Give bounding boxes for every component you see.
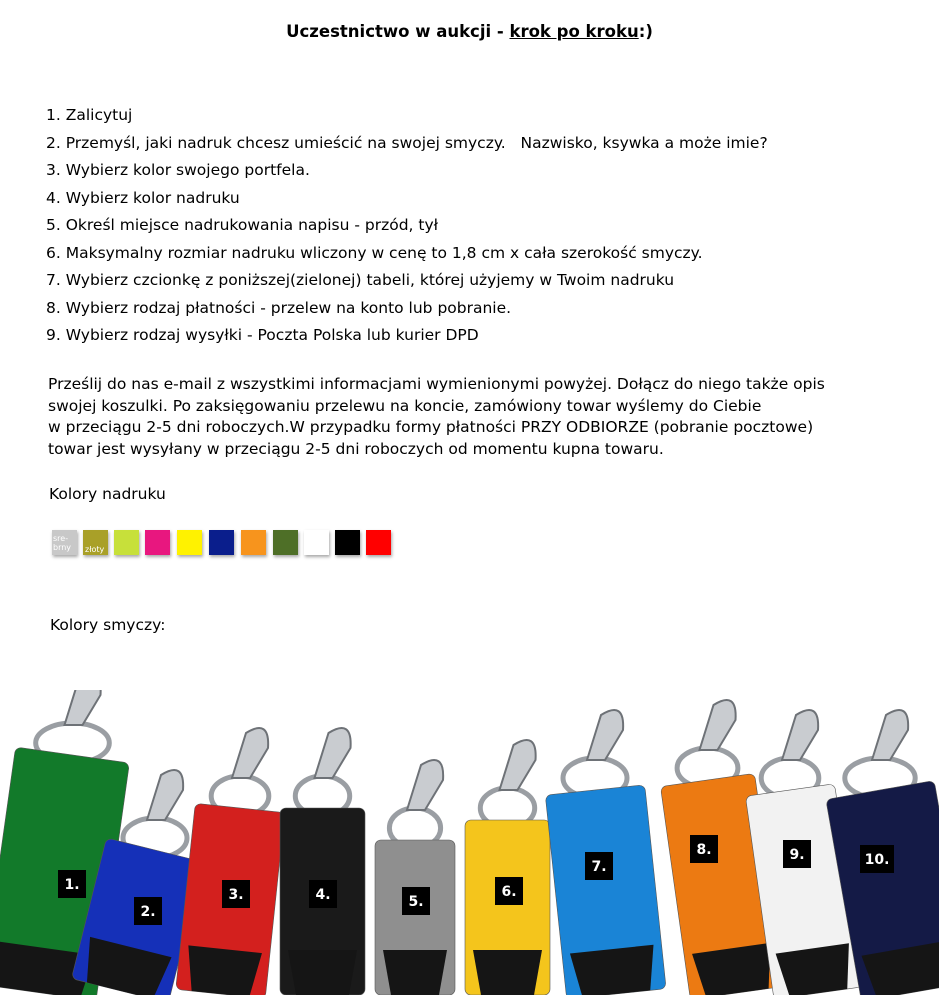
page-title — [0, 22, 939, 41]
lanyard-number-label — [309, 880, 337, 908]
title-prefix: Uczestnictwo w aukcji - — [286, 22, 510, 41]
color-swatch — [241, 530, 266, 555]
list-item: 2. Przemyśl, jaki nadruk chcesz umieścić na swojej smyczy. Nazwisko, ksywka a może imie? — [46, 133, 768, 152]
lanyard-number: 2. — [140, 904, 156, 920]
info-paragraph — [48, 374, 878, 460]
lanyard-number-label — [585, 852, 613, 880]
color-swatch — [114, 530, 139, 555]
color-swatch — [209, 530, 234, 555]
clasp-icon — [587, 710, 623, 760]
lanyard-number: 4. — [315, 887, 331, 903]
steps-list — [46, 104, 768, 352]
lanyard-number: 3. — [228, 887, 244, 903]
lanyard-number-label — [860, 845, 894, 873]
lanyard-number: 8. — [696, 842, 712, 858]
lanyard-number: 10. — [864, 852, 890, 868]
lanyard-number-label — [222, 880, 250, 908]
paragraph-line: w przeciągu 2-5 dni roboczych.W przypadku formy płatności PRZY ODBIORZE (pobranie pocztowe) — [48, 418, 814, 436]
list-item: 7. Wybierz czcionkę z poniższej(zielonej) tabeli, której użyjemy w Twoim nadruku — [46, 271, 675, 289]
lanyard — [280, 728, 365, 995]
lanyard-number-label — [402, 887, 430, 915]
clasp-icon — [782, 710, 818, 760]
color-swatch — [304, 530, 329, 555]
clasp-icon — [500, 740, 536, 790]
buckle-icon — [570, 945, 658, 995]
lanyard-number: 7. — [591, 859, 607, 875]
lanyard — [176, 728, 285, 995]
lanyard — [545, 710, 666, 995]
color-swatch — [335, 530, 360, 555]
buckle-icon — [473, 950, 542, 995]
color-swatch — [145, 530, 170, 555]
list-item: 4. Wybierz kolor nadruku — [46, 188, 240, 207]
paragraph-line: towar jest wysyłany w przeciągu 2-5 dni roboczych od momentu kupna towaru. — [48, 439, 664, 458]
lanyard-colors-heading: Kolory smyczy: — [50, 616, 166, 634]
clasp-icon — [65, 690, 101, 725]
buckle-icon — [288, 950, 357, 995]
color-swatch — [83, 530, 108, 555]
lanyard-number: 1. — [64, 877, 80, 893]
list-item: 6. Maksymalny rozmiar nadruku wliczony w cenę to 1,8 cm x cała szerokość smyczy. — [46, 243, 703, 262]
lanyards-photo — [0, 690, 939, 995]
lanyard-number: 6. — [501, 884, 517, 900]
lanyard-number: 5. — [408, 894, 424, 910]
lanyard-number: 9. — [789, 847, 805, 863]
lanyard — [465, 740, 550, 995]
list-item: 9. Wybierz rodzaj wysyłki - Poczta Polska lub kurier DPD — [46, 326, 479, 344]
title-suffix: :) — [638, 22, 653, 41]
title-link[interactable]: krok po kroku — [509, 22, 639, 41]
lanyard-number-label — [58, 870, 86, 898]
buckle-icon — [383, 950, 447, 995]
color-swatch — [52, 530, 77, 555]
lanyard — [375, 760, 455, 995]
swatch-label: złoty — [85, 545, 105, 554]
buckle-icon — [184, 945, 262, 995]
clasp-icon — [700, 700, 736, 750]
list-item: 5. Określ miejsce nadrukowania napisu - przód, tył — [46, 216, 439, 234]
swatch-label: sre- brny — [53, 534, 72, 552]
paragraph-line: swojej koszulki. Po zaksięgowaniu przelewu na koncie, zamówiony towar wyślemy do Ciebie — [48, 396, 762, 415]
clasp-icon — [407, 760, 443, 810]
clasp-icon — [232, 728, 268, 778]
clasp-icon — [315, 728, 351, 778]
lanyard-number-label — [134, 897, 162, 925]
paragraph-line: Prześlij do nas e-mail z wszystkimi informacjami wymienionymi powyżej. Dołącz do niego także opis — [48, 375, 825, 393]
clasp-icon — [147, 770, 183, 820]
lanyard-number-label — [495, 877, 523, 905]
lanyard-number-label — [783, 840, 811, 868]
list-item: 8. Wybierz rodzaj płatności - przelew na konto lub pobranie. — [46, 298, 512, 317]
color-swatch — [177, 530, 202, 555]
color-swatch — [273, 530, 298, 555]
list-item: 1. Zalicytuj — [46, 106, 133, 124]
list-item: 3. Wybierz kolor swojego portfela. — [46, 161, 310, 179]
print-colors-heading: Kolory nadruku — [49, 485, 166, 503]
clasp-icon — [872, 710, 908, 760]
color-swatch — [366, 530, 391, 555]
lanyard-number-label — [690, 835, 718, 863]
